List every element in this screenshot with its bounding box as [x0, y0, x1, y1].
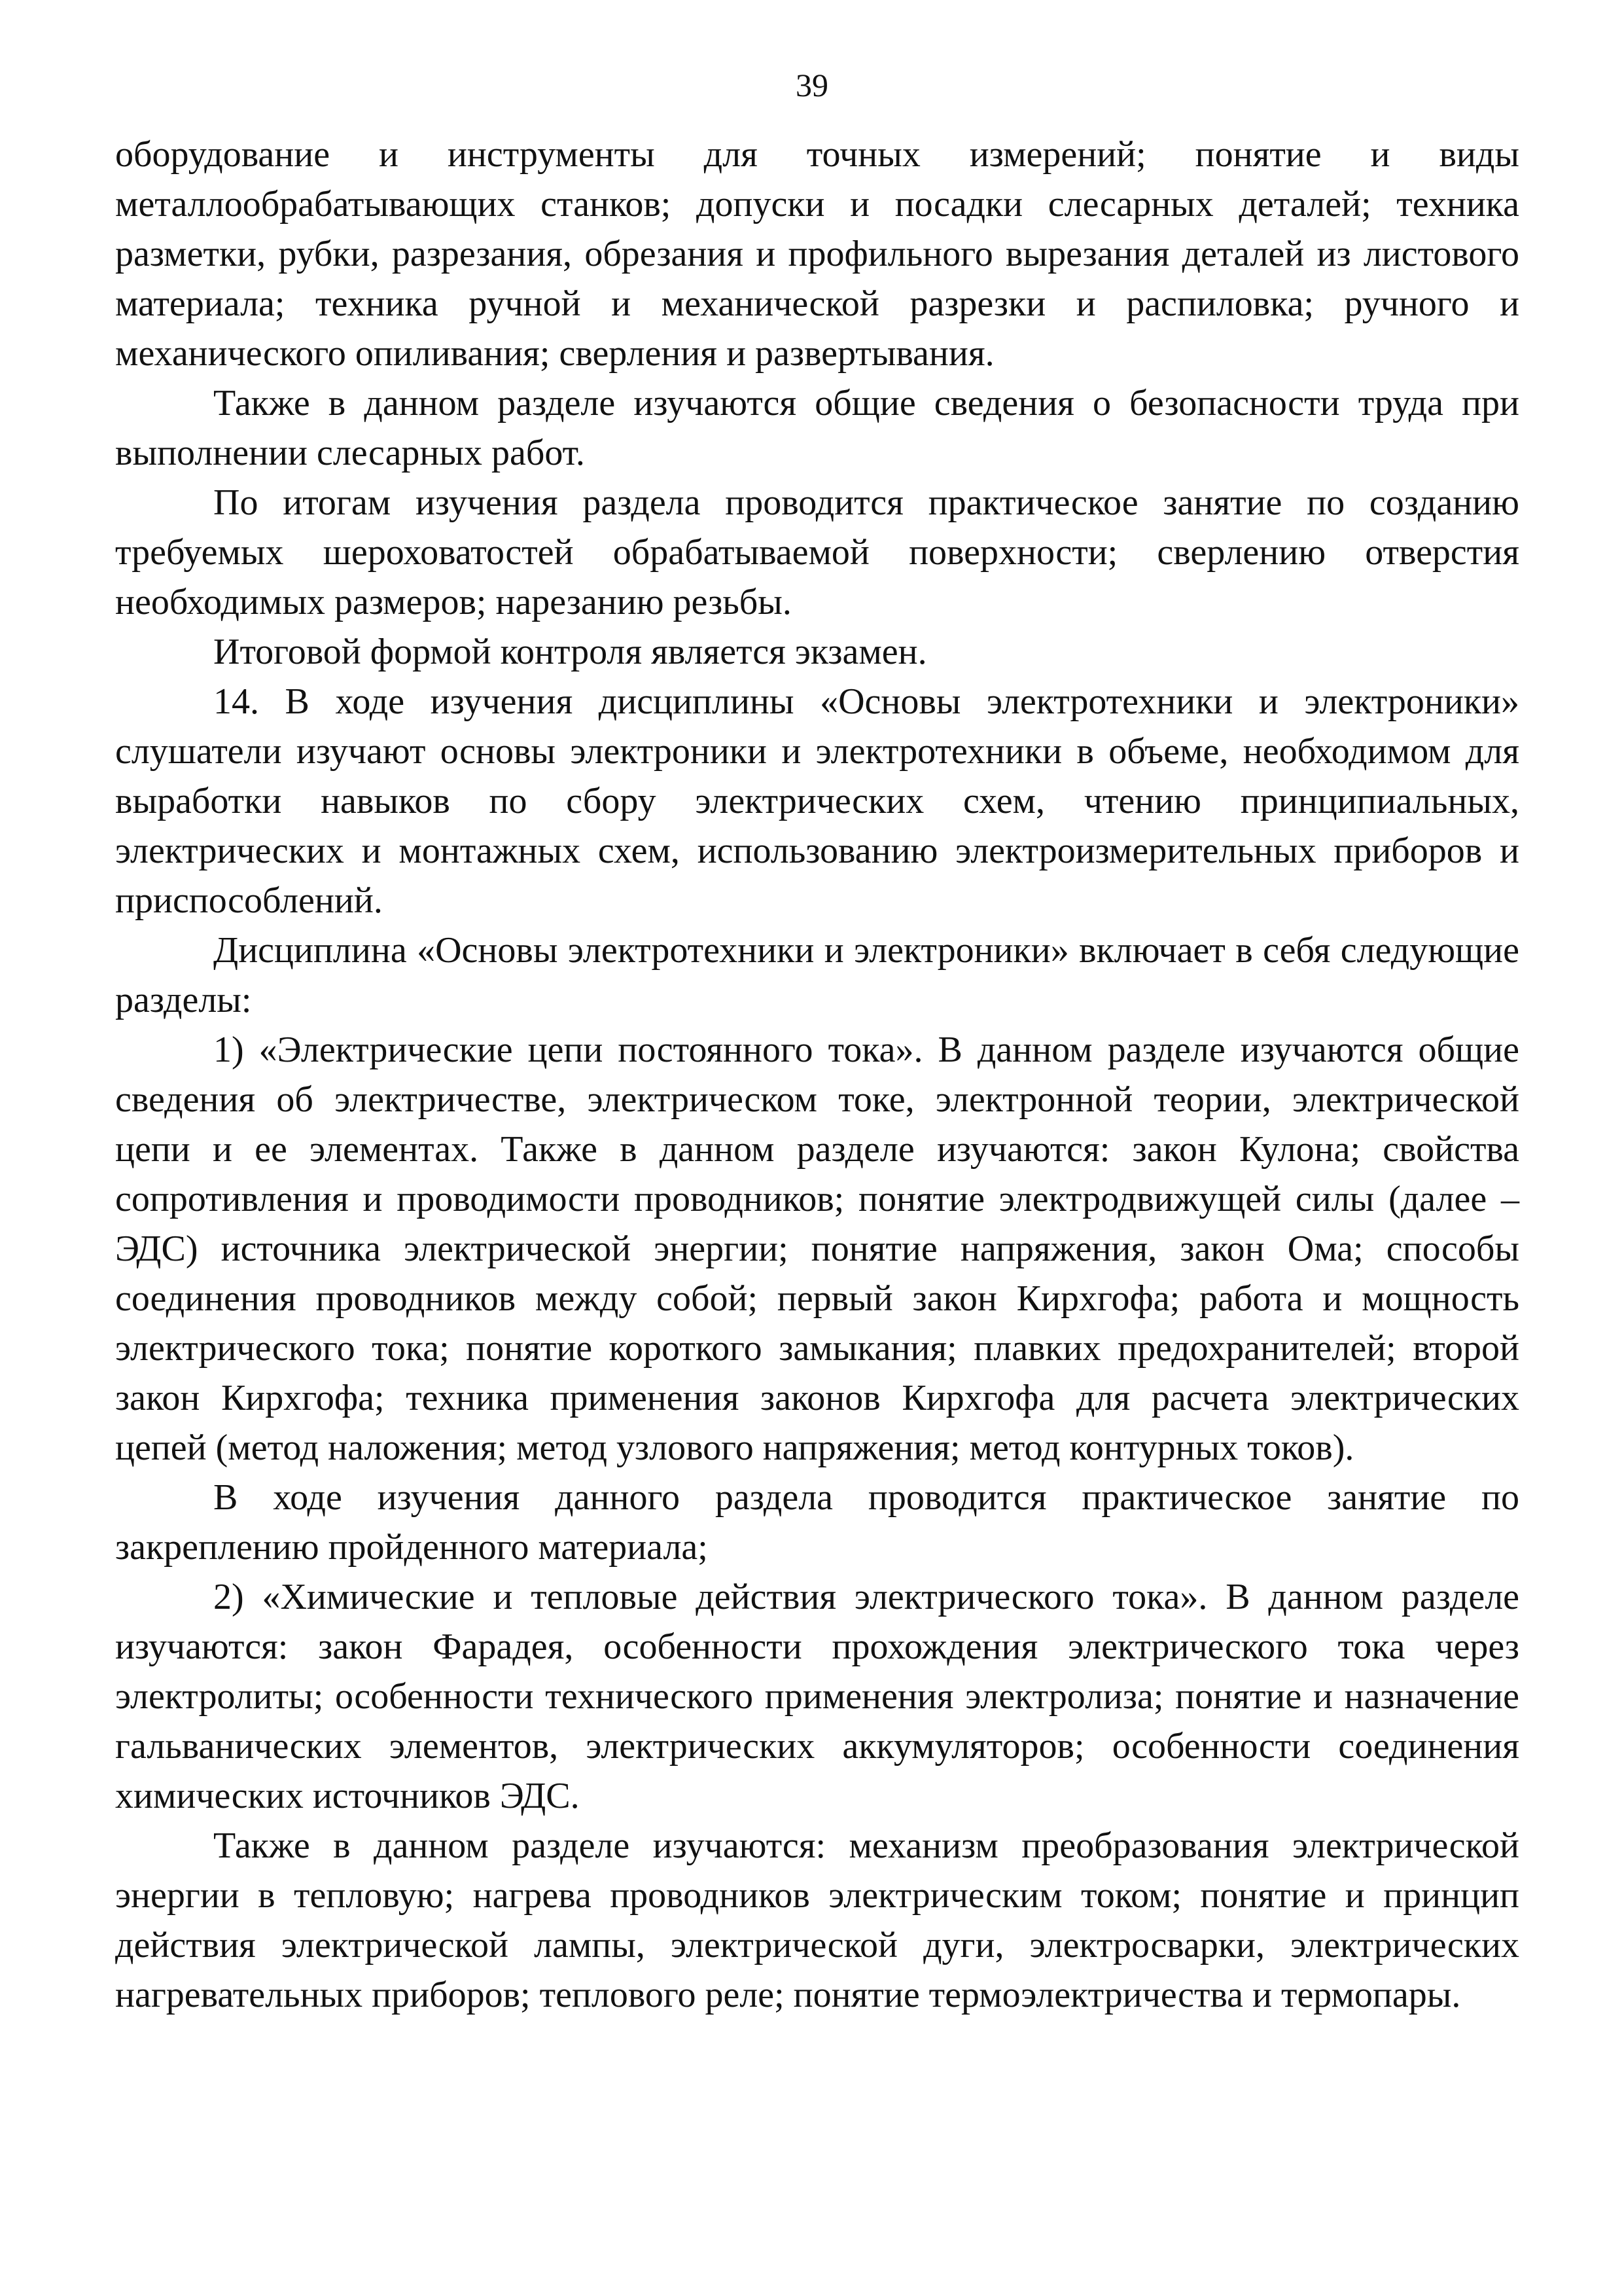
paragraph-section-1-practice: В ходе изучения данного раздела проводится практическое занятие по закреплению пройденного материала; — [115, 1477, 1519, 1568]
paragraph-safety: Также в данном разделе изучаются общие сведения о безопасности труда при выполнении слесарных работ. — [115, 383, 1519, 473]
page-number: 39 — [796, 67, 828, 103]
paragraph-item-14: 14. В ходе изучения дисциплины «Основы электротехники и электроники» слушатели изучают основы электроники и электротехники в объеме, необходимом для выработки навыков по сбору электрических схем, чтению принципиальных, электрических и монтажных схем, использованию электроизмерительных приборов и приспособлений. — [115, 681, 1519, 921]
paragraph-section-2: 2) «Химические и тепловые действия электрического тока». В данном разделе изучаются: закон Фарадея, особенности прохождения электрического тока через электролиты; особенности технического применения электролиза; понятие и назначение гальванических элементов, электрических аккумуляторов; особенности соединения химических источников ЭДС. — [115, 1577, 1519, 1816]
paragraph-practical-lesson: По итогам изучения раздела проводится практическое занятие по созданию требуемых шероховатостей обрабатываемой поверхности; сверлению отверстия необходимых размеров; нарезанию резьбы. — [115, 482, 1519, 622]
document-body — [115, 130, 1519, 2020]
paragraph-discipline-sections: Дисциплина «Основы электротехники и электроники» включает в себя следующие разделы: — [115, 930, 1519, 1020]
paragraph-section-2-thermal: Также в данном разделе изучаются: механизм преобразования электрической энергии в тепловую; нагрева проводников электрическим током; понятие и принцип действия электрической лампы, электрической дуги, электросварки, электрических нагревательных приборов; теплового реле; понятие термоэлектричества и термопары. — [115, 1825, 1519, 2015]
paragraph-exam: Итоговой формой контроля является экзамен. — [213, 632, 927, 672]
paragraph-section-1: 1) «Электрические цепи постоянного тока». В данном разделе изучаются общие сведения об электричестве, электрическом токе, электронной теории, электрической цепи и ее элементах. Также в данном разделе изучаются: закон Кулона; свойства сопротивления и проводимости проводников; понятие электродвижущей силы (далее – ЭДС) источника электрической энергии; понятие напряжения, закон Ома; способы соединения проводников между собой; первый закон Кирхгофа; работа и мощность электрического тока; понятие короткого замыкания; плавких предохранителей; второй закон Кирхгофа; техника применения законов Кирхгофа для расчета электрических цепей (метод наложения; метод узлового напряжения; метод контурных токов). — [115, 1030, 1519, 1468]
paragraph-equipment-list: оборудование и инструменты для точных измерений; понятие и виды металлообрабатывающих станков; допуски и посадки слесарных деталей; техника разметки, рубки, разрезания, обрезания и профильного вырезания деталей из листового материала; техника ручной и механической разрезки и распиловка; ручного и механического опиливания; сверления и развертывания. — [115, 134, 1519, 374]
